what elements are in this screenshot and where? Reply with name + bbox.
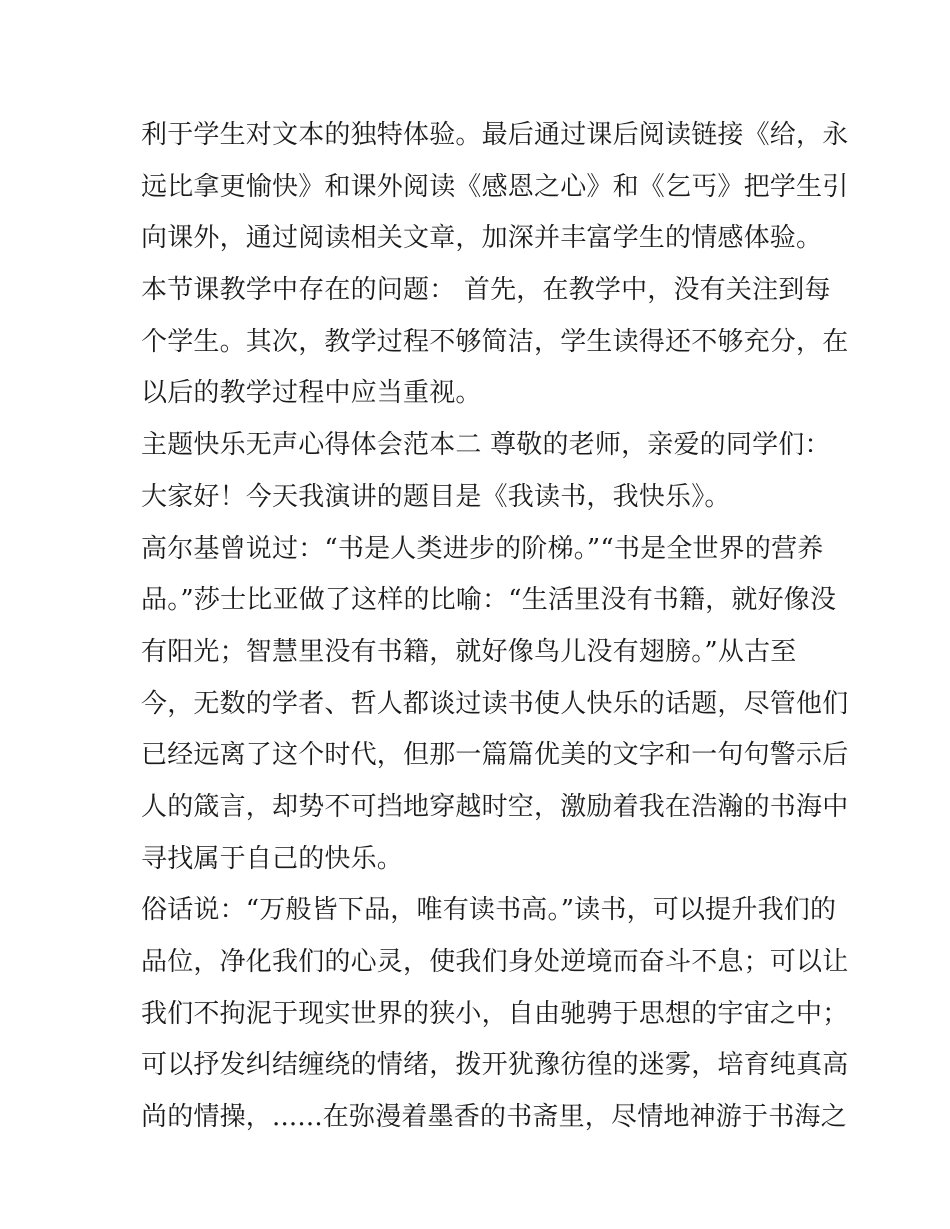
text-line: 俗话说：“万般皆下品，唯有读书高。”读书，可以提升我们的 [141, 895, 837, 926]
text-line: 主题快乐无声心得体会范本二 尊敬的老师，亲爱的同学们： [141, 430, 831, 461]
text-line: 人的箴言，却势不可挡地穿越时空，激励着我在浩瀚的书海中 [141, 791, 849, 822]
text-line: 尚的情操，......在弥漫着墨香的书斋里，尽情地神游于书海之 [141, 1102, 847, 1133]
text-line: 可以抒发纠结缠绕的情绪，拨开犹豫彷徨的迷雾，培育纯真高 [141, 1050, 849, 1081]
document-body [141, 110, 849, 1144]
text-line: 以后的教学过程中应当重视。 [141, 378, 482, 409]
text-line: 利于学生对文本的独特体验。最后通过课后阅读链接《给，永 [141, 120, 849, 150]
text-line: 寻找属于自己的快乐。 [141, 843, 404, 874]
text-line: 本节课教学中存在的问题： 首先，在教学中，没有关注到每 [141, 275, 831, 306]
text-line: 远比拿更愉快》和课外阅读《感恩之心》和《乞丐》把学生引 [141, 171, 849, 202]
text-line: 向课外，通过阅读相关文章，加深并丰富学生的情感体验。 [141, 223, 823, 254]
text-line: 我们不拘泥于现实世界的狭小，自由驰骋于思想的宇宙之中； [141, 998, 849, 1029]
text-line: 已经远离了这个时代，但那一篇篇优美的文字和一句句警示后 [141, 740, 849, 771]
text-line: 品位，净化我们的心灵，使我们身处逆境而奋斗不息；可以让 [141, 947, 849, 977]
text-line: 有阳光；智慧里没有书籍，就好像鸟儿没有翅膀。”从古至 [141, 636, 797, 667]
text-line: 品。”莎士比亚做了这样的比喻：“生活里没有书籍，就好像没 [141, 585, 837, 616]
text-line: 大家好！今天我演讲的题目是《我读书，我快乐》。 [141, 481, 731, 512]
text-line: 今，无数的学者、哲人都谈过读书使人快乐的话题，尽管他们 [141, 688, 849, 719]
text-line: 高尔基曾说过：“书是人类进步的阶梯。”“书是全世界的营养 [141, 533, 824, 564]
text-line: 个学生。其次，教学过程不够简洁，学生读得还不够充分，在 [141, 326, 849, 357]
